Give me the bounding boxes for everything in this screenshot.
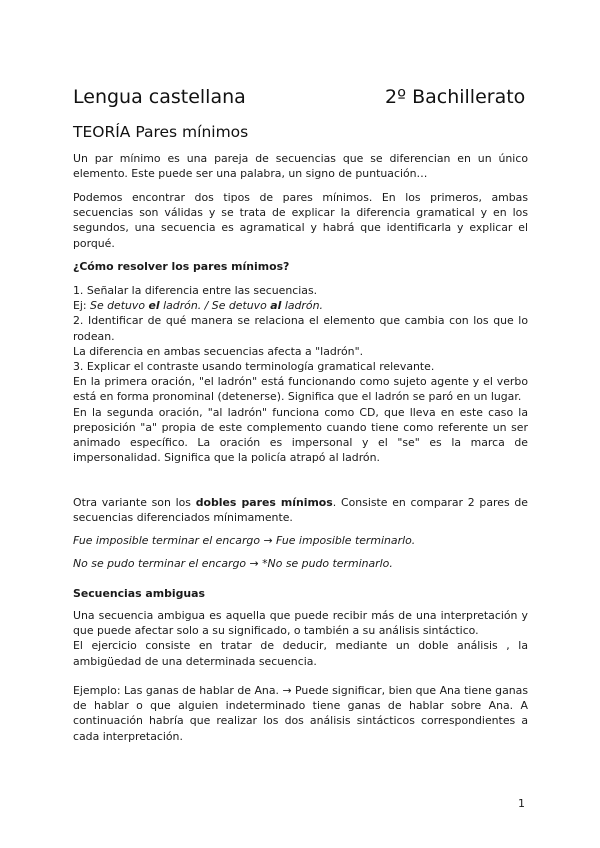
dobles-text bbox=[73, 495, 528, 525]
example-part: Se detuvo bbox=[90, 299, 146, 313]
page-number: 1 bbox=[518, 797, 525, 810]
step-1: 1. Señalar la diferencia entre las secuencias. bbox=[73, 284, 318, 297]
example-part: ladrón. / Se detuvo bbox=[163, 299, 267, 313]
example-highlight: el bbox=[148, 299, 160, 313]
ambiguas-text-3: Ejemplo: Las ganas de hablar de Ana. → Puede significar, bien que Ana tiene ganas de hablar o que alguien indeterminado tiene ganas de hablar sobre Ana. A continuación habría que realizar los dos análisis sintácticos correspondientes a cada interpretación. bbox=[73, 684, 528, 743]
dobles-example-2: No se pudo terminar el encargo → *No se pudo terminarlo. bbox=[73, 557, 393, 570]
intro-paragraph-1 bbox=[73, 151, 528, 181]
dobles-text-pre: Otra variante son los bbox=[73, 496, 191, 509]
example-prefix: Ej: bbox=[73, 299, 87, 313]
ambiguas-heading: Secuencias ambiguas bbox=[73, 587, 205, 600]
step-3-first: En la primera oración, "el ladrón" está funcionando como sujeto agente y el verbo está en forma pronominal (detenerse). Significa que el ladrón se paró en un lugar. bbox=[73, 375, 528, 404]
how-to-steps bbox=[73, 283, 528, 465]
dobles-example-1: Fue imposible terminar el encargo → Fue imposible terminarlo. bbox=[73, 534, 416, 547]
ambiguas-paragraph-3 bbox=[73, 683, 528, 744]
how-to-heading: ¿Cómo resolver los pares mínimos? bbox=[73, 260, 290, 273]
page-title: TEORÍA Pares mínimos bbox=[73, 123, 249, 141]
intro-text-2: Podemos encontrar dos tipos de pares mínimos. En los primeros, ambas secuencias son válidas y se trata de explicar la diferencia gramatical y en los segundos, una secuencia es agramatical y habrá que identificarla y explicar el porqué. bbox=[73, 191, 528, 250]
step-3-second: En la segunda oración, "al ladrón" funciona como CD, que lleva en este caso la preposición "a" propia de este complemento cuando tiene como referente un ser animado específico. La oración es impersonal y el "se" es la marca de impersonalidad. Significa que la policía atrapó al ladrón. bbox=[73, 405, 528, 465]
ambiguas-text-1: Una secuencia ambigua es aquella que puede recibir más de una interpretación y que puede afectar solo a su significado, o también a su análisis sintáctico. bbox=[73, 609, 528, 638]
intro-paragraph-2 bbox=[73, 190, 528, 251]
course-header: 2º Bachillerato bbox=[385, 86, 526, 108]
dobles-term: dobles pares mínimos bbox=[195, 496, 333, 509]
example-highlight: al bbox=[270, 299, 282, 313]
subject-header: Lengua castellana bbox=[73, 86, 246, 108]
step-3: 3. Explicar el contraste usando terminología gramatical relevante. bbox=[73, 360, 435, 374]
dobles-text-post: . Consiste en comparar 2 pares de secuencias diferenciados mínimamente. bbox=[73, 496, 528, 525]
example-line bbox=[73, 298, 528, 313]
ambiguas-paragraph-1 bbox=[73, 608, 528, 669]
example-part: ladrón. bbox=[284, 299, 323, 313]
intro-text-1: Un par mínimo es una pareja de secuencias que se diferencian en un único elemento. Este puede ser una palabra, un signo de puntuación… bbox=[73, 152, 528, 181]
ambiguas-text-2: El ejercicio consiste en tratar de deducir, mediante un doble análisis , la ambigüedad de una determinada secuencia. bbox=[73, 639, 528, 668]
step-2-detail: La diferencia en ambas secuencias afecta a "ladrón". bbox=[73, 344, 364, 358]
dobles-paragraph bbox=[73, 495, 528, 525]
step-2: 2. Identificar de qué manera se relaciona el elemento que cambia con los que lo rodean. bbox=[73, 314, 528, 343]
